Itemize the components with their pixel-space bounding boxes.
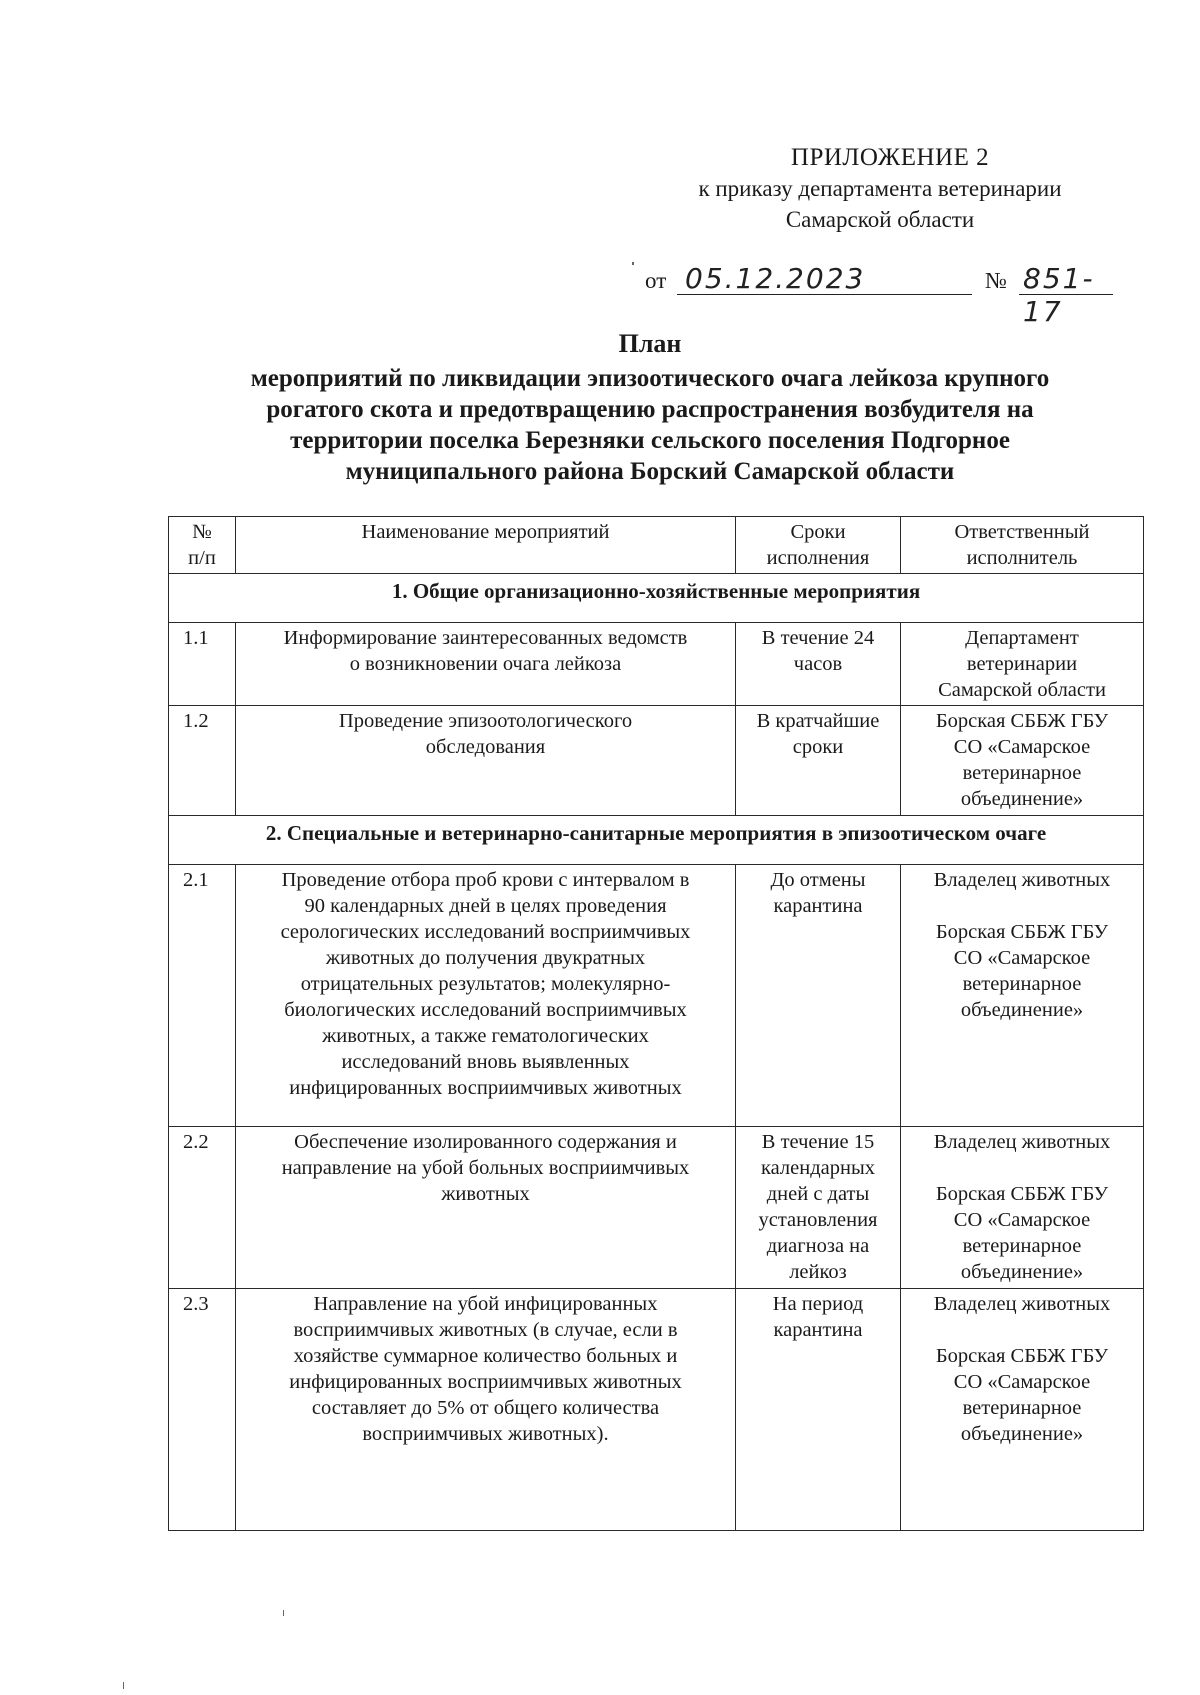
row-responsible: Владелец животных Борская СББЖ ГБУ СО «Самарское ветеринарное объединение»: [901, 1127, 1144, 1289]
scan-speck: [632, 262, 634, 265]
row-responsible: Владелец животных Борская СББЖ ГБУ СО «Самарское ветеринарное объединение»: [901, 865, 1144, 1127]
row-deadline: В течение 15 календарных дней с даты установления диагноза на лейкоз: [736, 1127, 901, 1289]
appendix-line-2: Самарской области: [785, 207, 975, 232]
number-label: №: [985, 268, 1007, 293]
appendix-title: ПРИЛОЖЕНИЕ 2: [790, 144, 990, 171]
number-value: 851-17: [1023, 262, 1095, 328]
table-row: [169, 1289, 1144, 1531]
row-responsible: Департамент ветеринарии Самарской области: [901, 623, 1144, 706]
row-deadline: На период карантина: [736, 1289, 901, 1531]
date-label: от: [645, 268, 667, 293]
row-num: 2.2: [169, 1127, 236, 1289]
row-name: Информирование заинтересованных ведомств о возникновении очага лейкоза: [236, 623, 736, 706]
plan-heading: [150, 328, 1150, 487]
row-num: 1.2: [169, 706, 236, 816]
plan-title: План: [618, 329, 682, 358]
date-underline: [677, 294, 972, 295]
header-num: № п/п: [169, 517, 236, 574]
row-deadline: В течение 24 часов: [736, 623, 901, 706]
row-responsible: Борская СББЖ ГБУ СО «Самарское ветеринарное объединение»: [901, 706, 1144, 816]
row-name: Проведение отбора проб крови с интервалом в 90 календарных дней в целях проведения серологических исследований восприимчивых животных до получения двукратных отрицательных результатов; молекулярно- биологических исследований восприимчивых животных, а также гематологических исследований вновь выявленных инфицированных восприимчивых животных: [236, 865, 736, 1127]
table-row: [169, 623, 1144, 706]
row-num: 2.1: [169, 865, 236, 1127]
section-row-2: [169, 816, 1144, 865]
row-deadline: В кратчайшие сроки: [736, 706, 901, 816]
header-deadline: Сроки исполнения: [736, 517, 901, 574]
section-title: 1. Общие организационно-хозяйственные мероприятия: [169, 574, 1144, 623]
date-value: 05.12.2023: [685, 262, 866, 295]
plan-subtitle-line: рогатого скота и предотвращению распространения возбудителя на: [266, 396, 1034, 423]
table-header-row: [169, 517, 1144, 574]
table-row: [169, 865, 1144, 1127]
table-row: [169, 1127, 1144, 1289]
row-name: Направление на убой инфицированных восприимчивых животных (в случае, если в хозяйстве суммарное количество больных и инфицированных восприимчивых животных составляет до 5% от общего количества восприимчивых животных).: [236, 1289, 736, 1531]
measures-table: [168, 516, 1144, 1531]
appendix-block: [650, 142, 1110, 235]
number-underline: [1019, 294, 1113, 295]
plan-subtitle-line: муниципального района Борский Самарской области: [345, 458, 955, 485]
table-row: [169, 706, 1144, 816]
responsible-owner: Владелец животных: [933, 1293, 1111, 1315]
header-name: Наименование мероприятий: [236, 517, 736, 574]
responsible-owner: Владелец животных: [933, 1131, 1111, 1153]
row-num: 1.1: [169, 623, 236, 706]
section-title: 2. Специальные и ветеринарно-санитарные мероприятия в эпизоотическом очаге: [169, 816, 1144, 865]
plan-subtitle-line: мероприятий по ликвидации эпизоотического очага лейкоза крупного: [250, 365, 1050, 392]
row-name: Обеспечение изолированного содержания и направление на убой больных восприимчивых животных: [236, 1127, 736, 1289]
scan-speck: [283, 1610, 284, 1616]
row-deadline: До отмены карантина: [736, 865, 901, 1127]
row-name: Проведение эпизоотологического обследования: [236, 706, 736, 816]
row-responsible: Владелец животных Борская СББЖ ГБУ СО «Самарское ветеринарное объединение»: [901, 1289, 1144, 1531]
appendix-line-1: к приказу департамента ветеринарии: [698, 176, 1062, 201]
section-row-1: [169, 574, 1144, 623]
plan-subtitle-line: территории поселка Березняки сельского поселения Подгорное: [290, 427, 1010, 454]
responsible-owner: Владелец животных: [933, 869, 1111, 891]
scan-speck: [123, 1682, 124, 1689]
header-responsible: Ответственный исполнитель: [901, 517, 1144, 574]
row-num: 2.3: [169, 1289, 236, 1531]
